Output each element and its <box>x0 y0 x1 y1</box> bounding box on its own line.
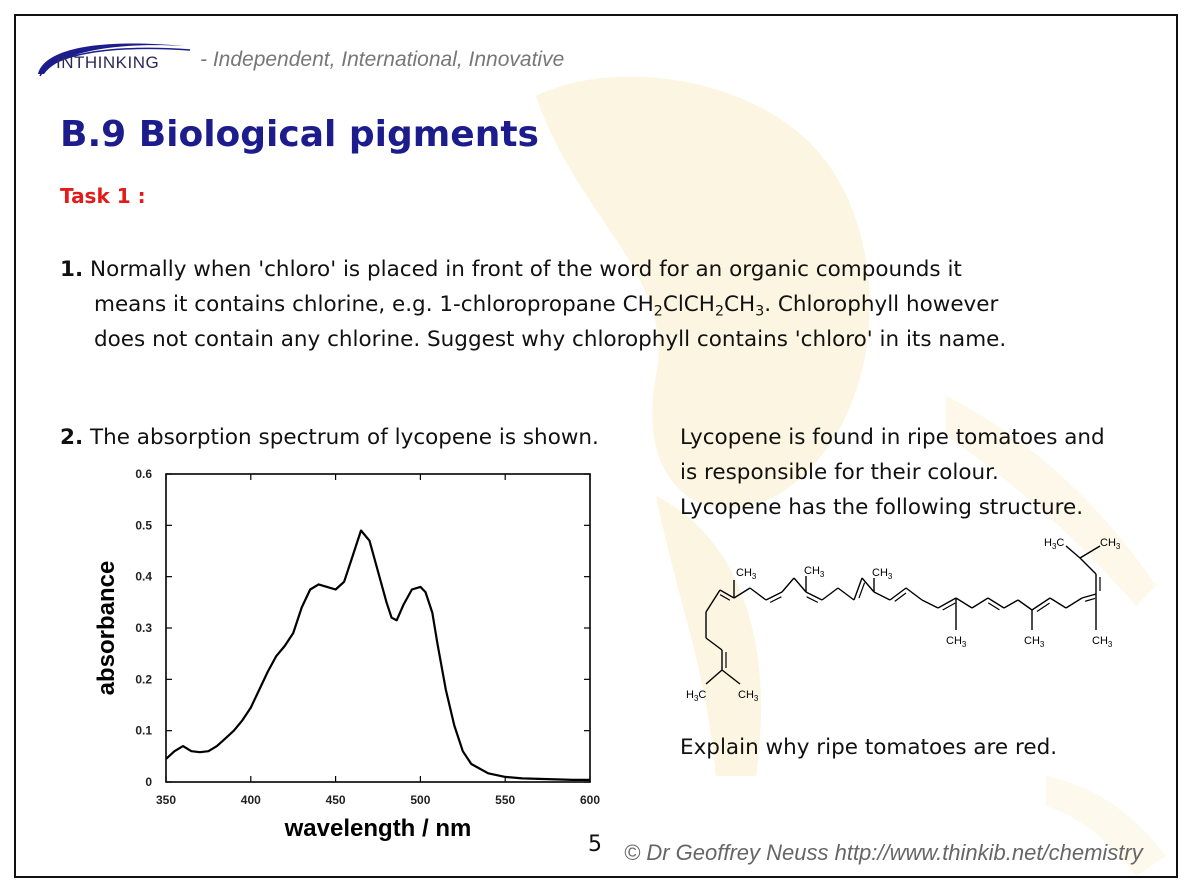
x-tick-label: 500 <box>410 793 431 807</box>
q1-text-d: . Chlorophyll however <box>764 292 999 317</box>
bond <box>906 588 922 600</box>
explain-question: Explain why ripe tomatoes are red. <box>680 735 1058 760</box>
methyl-label: $CH_3$ <box>872 567 893 581</box>
bond <box>722 670 740 684</box>
bond <box>854 578 862 600</box>
methyl-label: $CH_3$ <box>736 567 757 581</box>
header <box>34 34 734 78</box>
slide <box>14 14 1178 878</box>
q1-sub-b: 2 <box>714 303 725 320</box>
bond <box>766 592 782 600</box>
y-tick-label: 0.2 <box>135 672 152 687</box>
bond <box>874 592 890 600</box>
logo-text: INTHINKING <box>56 53 160 72</box>
q1-text-b: ClCH <box>662 292 715 317</box>
page-number: 5 <box>588 832 602 857</box>
bond <box>782 578 794 592</box>
methyl-label: $H_3C$ <box>1044 538 1065 551</box>
bond <box>1004 600 1018 608</box>
y-tick-label: 0 <box>145 775 152 789</box>
description-line-1: Lycopene is found in ripe tomatoes and <box>680 425 1105 450</box>
bond <box>750 588 766 600</box>
bond <box>806 592 822 600</box>
question-1-text-1: Normally when 'chloro' is placed in front of the word for an organic compounds it <box>89 257 962 282</box>
question-2 <box>60 420 599 455</box>
bond <box>956 598 972 608</box>
lycopene-description <box>680 420 1170 525</box>
question-2-text: The absorption spectrum of lycopene is shown. <box>89 425 599 450</box>
methyl-label: $H_3C$ <box>686 689 707 703</box>
structure-labels <box>686 538 1121 703</box>
question-1-number: 1. <box>60 257 84 282</box>
double-bond <box>1037 603 1050 611</box>
structure-bonds <box>706 546 1100 684</box>
bond <box>838 588 854 600</box>
bond <box>706 638 722 650</box>
x-tick-label: 400 <box>240 793 261 807</box>
methyl-label: $CH_3$ <box>946 635 967 649</box>
bond <box>1018 600 1032 610</box>
bond <box>794 578 806 592</box>
q1-sub-c: 3 <box>755 303 765 320</box>
x-tick-label: 350 <box>155 793 177 807</box>
q1-text-a: means it contains chlorine, e.g. 1-chloropropane CH <box>94 292 654 317</box>
bond <box>1050 598 1066 608</box>
methyl-label: $CH_3$ <box>1092 635 1113 649</box>
lycopene-structure-diagram <box>676 538 1136 708</box>
bond <box>1066 598 1082 608</box>
description-line-3: Lycopene has the following structure. <box>680 495 1084 520</box>
tagline: - Independent, International, Innovative <box>200 48 565 71</box>
page-title: B.9 Biological pigments <box>60 114 539 155</box>
double-bond <box>1085 598 1095 601</box>
y-tick-label: 0.1 <box>135 723 152 738</box>
description-line-2: is responsible for their colour. <box>680 460 999 485</box>
absorbance-series-line <box>166 531 590 780</box>
x-tick-label: 450 <box>325 793 346 807</box>
bond <box>734 588 750 598</box>
methyl-label: $CH_3$ <box>1100 538 1121 551</box>
bond <box>822 588 838 600</box>
y-tick-label: 0.5 <box>135 518 152 533</box>
bond <box>922 600 938 608</box>
x-tick-label: 600 <box>579 793 601 807</box>
q1-sub-a: 2 <box>653 303 663 320</box>
bond <box>890 588 906 600</box>
question-1 <box>60 252 1160 357</box>
bond <box>988 598 1004 608</box>
bond <box>938 598 956 608</box>
question-1-line-2 <box>60 287 1160 322</box>
question-2-number: 2. <box>60 425 84 450</box>
bond <box>972 598 988 608</box>
bond <box>1080 558 1096 574</box>
bond <box>1080 546 1100 558</box>
methyl-label: $CH_3$ <box>804 565 825 579</box>
bond <box>706 590 720 612</box>
double-bond <box>895 593 906 601</box>
bond <box>720 590 734 598</box>
y-axis-label: absorbance <box>93 560 120 696</box>
y-tick-label: 0.4 <box>135 569 152 584</box>
y-tick-label: 0.6 <box>135 467 152 481</box>
methyl-label: $CH_3$ <box>738 689 759 703</box>
question-1-line-3: does not contain any chlorine. Suggest why chlorophyll contains 'chloro' in its name. <box>94 327 1007 352</box>
footer-credit: © Dr Geoffrey Neuss http://www.thinkib.net/chemistry <box>624 840 1143 865</box>
x-tick-label: 550 <box>495 793 516 807</box>
methyl-label: $CH_3$ <box>1024 635 1045 649</box>
y-tick-label: 0.3 <box>135 621 152 635</box>
task-label: Task 1 : <box>60 184 146 208</box>
absorption-spectrum-chart <box>74 464 634 856</box>
bond <box>706 670 722 684</box>
bond <box>1066 546 1080 558</box>
bond <box>1082 594 1096 598</box>
x-axis-label: wavelength / nm <box>284 815 472 842</box>
question-1-line-1 <box>60 252 1160 287</box>
q1-text-c: CH <box>724 292 756 317</box>
